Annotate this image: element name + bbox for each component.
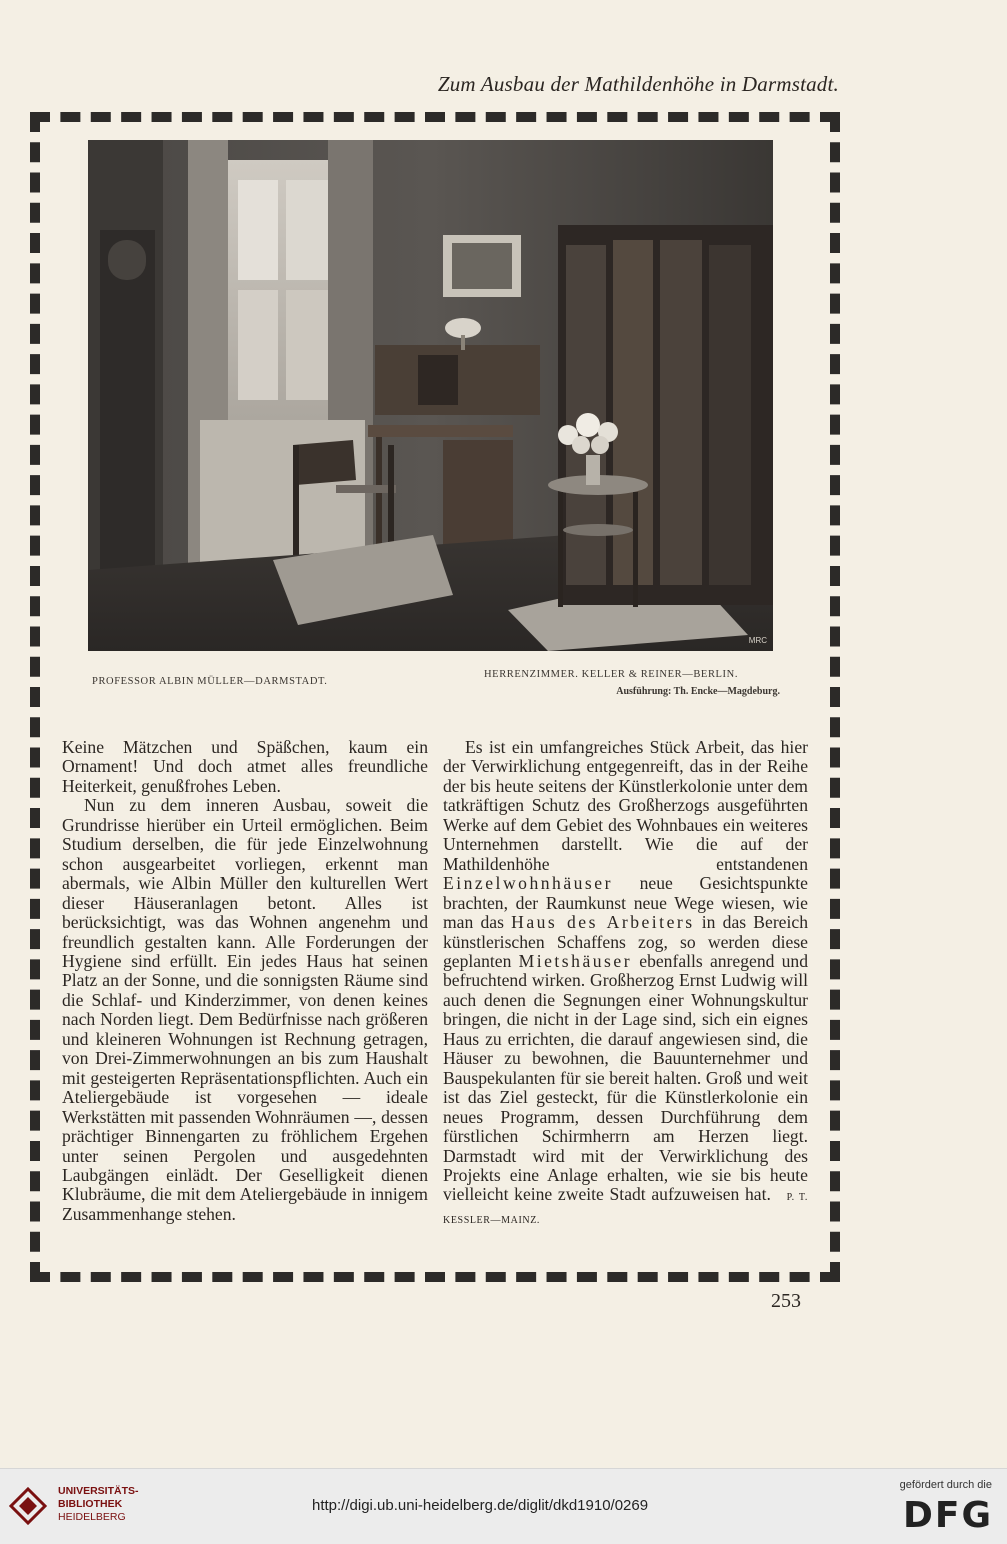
text-run: Es ist ein umfangreiches Stück Arbeit, das hier der Verwirklichung entgegenreift, das in der Reihe der bis heute seitens der Künstlerkolonie unter dem tatkräftigen Schutz des Großherzogs ausgeführten Werke auf dem Gebiet des Wohnbaues ein weiteres Unternehmen darstellt. Wie die auf der Mathildenhöhe entstandenen [443, 737, 808, 874]
viewer-footer [0, 1468, 1007, 1544]
article-column-right [443, 738, 808, 1230]
running-title: Zum Ausbau der Mathildenhöhe in Darmstadt. [437, 72, 839, 96]
article-column-left [62, 738, 428, 1224]
library-line: HEIDELBERG [58, 1511, 126, 1523]
caption-room: HERRENZIMMER. KELLER & REINER—BERLIN. [484, 669, 739, 680]
emphasized-term: Haus des Arbeiters [511, 912, 695, 933]
university-library-logo-icon [9, 1487, 47, 1525]
author-signature: P. T. KESSLER—MAINZ. [443, 1192, 809, 1226]
text-run: in das Bereich künstlerischen Schaffens zog, so werden diese geplanten [443, 912, 808, 971]
paragraph: Nun zu dem inneren Ausbau, soweit die Grundrisse hierüber ein Urteil ermöglichen. Beim Studium derselben, die für jede Einzelwohnung schon ausgearbeitet vorliegen, erkennt man abermals, wie Albin Müller den kulturellen Wert dieser Häuseranlagen betont. Alles ist berücksichtigt, was das Wohnen angenehm und freundlich gestalten kann. Alle Forderungen der Hygiene sind erfüllt. Ein jedes Haus hat seinen Platz an der Sonne, und die sonnigsten Räume sind die Schlaf- und Kinderzimmer, von denen keines nach Norden liegt. Dem Bedürfnisse nach größeren und kleineren Wohnungen ist Rechnung getragen, von Drei-Zimmerwohnungen an bis zum Haushalt mit gesteigerten Repräsentationspflichten. Auch ein Ateliergebäude ist vorgesehen — ideale Werkstätten mit passenden Wohnräumen —, dessen prächtiger Binnengarten zu fröhlichem Ergehen unter seinen Pergolen und ausgedehnten Laubgängen einlädt. Der Geselligkeit dienen Klubräume, die mit dem Ateliergebäude in innigem Zusammenhange stehen. [62, 795, 428, 1224]
library-line: UNIVERSITÄTS- [58, 1485, 139, 1497]
emphasized-term: Einzelwohnhäuser [443, 873, 613, 894]
monogram-mark: MRC [748, 636, 767, 645]
text-run: neue Gesichtspunkte brachten, der Raumkunst neue Wege wiesen, wie man das [443, 873, 808, 933]
library-line: BIBLIOTHEK [58, 1498, 123, 1510]
permalink-url[interactable]: http://digi.ub.uni-heidelberg.de/diglit/dkd1910/0269 [312, 1497, 649, 1514]
page-number: 253 [771, 1290, 801, 1312]
room-illustration [88, 140, 773, 651]
interior-photograph [88, 140, 773, 651]
caption-architect: PROFESSOR ALBIN MÜLLER—DARMSTADT. [92, 676, 328, 687]
funding-label: gefördert durch die [899, 1479, 992, 1491]
paragraph: Keine Mätzchen und Späßchen, kaum ein Ornament! Und doch atmet alles freundliche Heiterkeit, genußfrohes Leben. [62, 737, 428, 796]
library-name [58, 1485, 139, 1524]
paragraph [443, 738, 808, 1230]
dfg-logo: DFG [902, 1495, 993, 1536]
text-run: ebenfalls anregend und befruchtend wirken. Großherzog Ernst Ludwig will auch denen die Segnungen einer Wohnungskultur bringen, die nicht in der Lage sind, sich ein eignes Haus zu errichten, die darauf angewiesen sind, die Häuser zu bewohnen, die Bauunternehmer und Bauspekulanten für sie bereit halten. Groß und weit ist das Ziel gesteckt, für die Künstlerkolonie ein neues Programm, dessen Durchführung dem fürstlichen Schirmherrn am Herzen liegt. Darmstadt wird mit der Verwirklichung des Projekts eine Anlage erhalten, wie sie bis heute vielleicht keine zweite Stadt aufzuweisen hat. [443, 950, 808, 1205]
emphasized-term: Mietshäuser [518, 950, 633, 971]
caption-credit: Ausführung: Th. Encke—Magdeburg. [616, 686, 780, 697]
